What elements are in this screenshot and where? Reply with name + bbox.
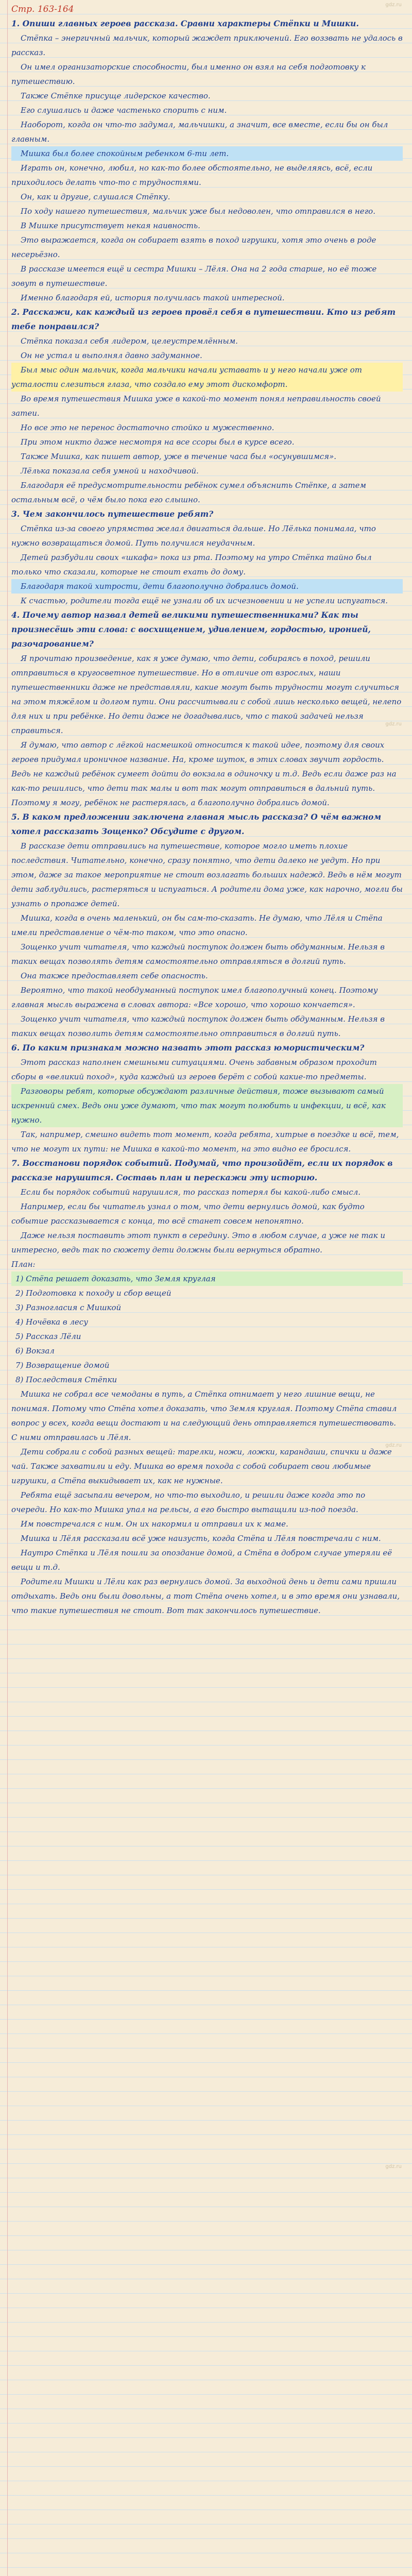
question-5: 5. В каком предложении заключена главная мысль рассказа? О чём важном хотел рассказать Зощенко? Обсудите с другом. [11,812,382,836]
answer-paragraph: Это выражается, когда он собирает взять в поход игрушки, хотя это очень в роде несерьёзно. [11,235,376,259]
answer-paragraph: Именно благодаря ей, история получилась такой интересной. [21,293,285,302]
answer-paragraph: При этом никто даже несмотря на все ссоры был в курсе всего. [21,437,295,447]
answer-paragraph: Стёпка из-за своего упрямства желал двигаться дальше. Но Лёлька понимала, что нужно возвращаться домой. Путь получился неудачным. [11,524,376,548]
answer-7-intro [11,1185,403,1257]
answer-paragraph: Родители Мишки и Лёли как раз вернулись домой. За выходной день и дети сами пришли отдыхать. Ведь они были довольны, а тот Стёпа очень хотел, и в это время они узнавали, что такие путешествия не стоит. Вот так закончилось путешествие. [11,1577,400,1615]
plan-title: План: [11,1260,36,1269]
answer-paragraph: В Мишке присутствует некая наивность. [21,221,200,230]
answer-paragraph: Благодаря её предусмотрительности ребёнок сумел объяснить Стёпке, а затем остальным всё, о чём было пока его слышно. [11,481,366,504]
answer-paragraph: В рассказе дети отправились на путешествие, которое могло иметь плохие последствия. Читательно, конечно, сразу понятно, что дети далеко не уедут. Но при этом, даже за такое мероприятие не стоит возлагать больших надежд. Ведь в нём могут дети заблудились, растеряться и испугаться. А родители дома уже, как нарочно, могли бы узнать о пропаже детей. [11,841,403,908]
question-6: 6. По каким признакам можно назвать этот рассказ юмористическим? [11,1043,365,1053]
answer-paragraph: Но все это не перенос достаточно стойко и мужественно. [21,423,274,432]
page-title: Стр. 163-164 [11,4,74,14]
plan-item: 8) Последствия Стёпки [15,1375,117,1384]
answer-paragraph: Он, как и другие, слушался Стёпку. [21,192,170,201]
answer-paragraph: Он не устал и выполнял давно задуманное. [21,351,202,360]
answer-paragraph: Наоборот, когда он что-то задумал, мальчишки, а значит, все вместе, если бы он был главным. [11,120,388,144]
watermark: gdz.ru [385,2164,402,2170]
answer-5 [11,839,403,1041]
question-2: 2. Расскажи, как каждый из героев провёл себя в путешествии. Кто из ребят тебе понравился? [11,307,396,331]
plan-item: 5) Рассказ Лёли [15,1332,81,1341]
answer-paragraph: Даже нельзя поставить этот пункт в середину. Это в любом случае, а уже не так и интересно, ведь так по сюжету дети должны были вернуться обратно. [11,1231,386,1255]
answer-paragraph: Дети собрали с собой разных вещей: тарелки, ножи, ложки, карандаши, спички и даже чай. Также захватили и еду. Мишка во время похода с собой собирает свои любимые игрушки, а Стёпа выкидывает их, как не нужные. [11,1447,392,1485]
answer-2 [11,334,403,507]
plan-item: 6) Вокзал [15,1346,55,1355]
answer-paragraph: Если бы порядок событий нарушился, то рассказ потерял бы какой-либо смысл. [21,1188,361,1197]
answer-paragraph: По ходу нашего путешествия, мальчик уже был недоволен, что отправился в него. [21,207,375,216]
question-3: 3. Чем закончилось путешествие ребят? [11,509,214,519]
watermark: gdz.ru [385,721,402,727]
watermark: gdz.ru [385,2,402,8]
question-4: 4. Почему автор назвал детей великими путешественниками? Как ты произнесёшь эти слова: с восхищением, удивлением, гордостью, иронией, разочарованием? [11,610,371,649]
answer-6 [11,1055,403,1156]
answer-paragraph: Мишка и Лёля рассказали всё уже наизусть, когда Стёпа и Лёля повстречали с ним. [21,1534,381,1543]
answer-paragraph: В рассказе имеется ещё и сестра Мишки – Лёля. Она на 2 года старше, но её тоже зовут в путешествие. [11,264,377,288]
answer-7-retelling [11,1387,403,1618]
answer-paragraph: Он имел организаторские способности, был именно он взял на себя подготовку к путешествию. [11,62,366,86]
answer-4 [11,651,403,810]
plan-list [11,1272,403,1387]
answer-paragraph: Благодаря такой хитрости, дети благополучно добрались домой. [11,579,403,594]
answer-paragraph: Я прочитаю произведение, как я уже думаю, что дети, собираясь в поход, решили отправиться в кругосветное путешествие. Но в отличие от взрослых, наши путешественники даже не представляли, какие могут быть трудности могут случиться на этом тяжёлом и долгом пути. Они рассчитывали с собой лишь несколько вещей, нелепо для них и при ребёнке. Но дети даже не догадывались, что с такой задачей нельзя справиться. [11,654,402,735]
answer-paragraph: Играть он, конечно, любил, но как-то более обстоятельно, не выделяясь, всё, если приходилось делать что-то с трудностями. [11,163,373,187]
answer-paragraph: Также Мишка, как пишет автор, уже в течение часа был «осунувшимся». [21,452,337,461]
answer-paragraph: Например, если бы читатель узнал о том, что дети вернулись домой, как будто событие рассказывается с конца, то всё станет совсем непонятно. [11,1202,365,1226]
answer-3 [11,521,403,608]
answer-paragraph: К счастью, родители тогда ещё не узнали об их исчезновении и не успели испугаться. [21,596,388,605]
answer-paragraph: Зощенко учит читателя, что каждый поступок должен быть обдуманным. Нельзя в таких вещах позволять детям самостоятельно отправляться в долгий путь. [11,942,385,966]
watermark: gdz.ru [385,1443,402,1448]
answer-paragraph: Этот рассказ наполнен смешными ситуациями. Очень забавным образом проходит сборы в «великий поход», куда каждый из героев берёт с собой какие-то предметы. [11,1058,377,1081]
answer-paragraph: Во время путешествия Мишка уже в какой-то момент понял неправильность своей затеи. [11,394,381,418]
answer-paragraph: Так, например, смешно видеть тот момент, когда ребята, хитрые в поездке и всё, тем, что не могут их пути: не Мишка в какой-то момент, на это видно ее бросился. [11,1130,399,1154]
homework-page [11,0,403,1618]
plan-item: 3) Разногласия с Мишкой [15,1303,122,1312]
answer-paragraph: Мишка был более спокойным ребенком 6-ти лет. [11,146,403,161]
answer-paragraph: Им повстречался с ним. Он их накормил и отправил их к маме. [21,1519,288,1529]
answer-paragraph: Стёпка показал себя лидером, целеустремлённым. [21,336,238,346]
answer-paragraph: Стёпка – энергичный мальчик, который жаждет приключений. Его воззвать не удалось в рассказ. [11,33,403,57]
notebook-margin-line [7,0,8,2576]
answer-paragraph: Вероятно, что такой необдуманный поступок имел благополучный конец. Поэтому главная мысль выражена в словах автора: «Все хорошо, что хорошо кончается». [11,986,378,1009]
answer-paragraph: Его слушались и даже частенько спорить с ним. [21,106,227,115]
plan-item: 7) Возвращение домой [15,1361,110,1370]
answer-paragraph: Детей разбудили своих «шкафа» пока из рта. Поэтому на утро Стёпка тайно был только что сказали, которые не стоит ехать до дому. [11,553,372,577]
answer-paragraph: Она также предоставляет себе опасность. [21,971,208,980]
answer-paragraph: Лёлька показала себя умной и находчивой. [21,466,199,476]
plan-item: 2) Подготовка к походу и сбор вещей [15,1289,171,1298]
answer-paragraph: Разговоры ребят, которые обсуждают различные действия, тоже вызывают самый искренний смех. Ведь они уже думают, что так могут полюбить и инфекции, и всё, как нужно. [11,1084,403,1127]
plan-item: 1) Стёпа решает доказать, что Земля круглая [11,1272,403,1286]
question-1: 1. Опиши главных героев рассказа. Сравни характеры Стёпки и Мишки. [11,19,359,28]
answer-1 [11,31,403,305]
answer-paragraph: Мишка не собрал все чемоданы в путь, а Стёпка отнимает у него лишние вещи, не понимая. Потому что Стёпа хотел доказать, что Земля круглая. Поэтому Стёпа ставил вопрос у всех, когда вещи достают и на следующий день отправляется путешествовать. С ними отправилась и Лёля. [11,1389,397,1442]
question-7: 7. Восстанови порядок событий. Подумай, что произойдёт, если их порядок в рассказе нарушится. Составь план и перескажи эту историю. [11,1158,393,1182]
plan-item: 4) Ночёвка в лесу [15,1317,88,1327]
answer-paragraph: Ребята ещё засыпали вечером, но что-то выходило, и решили даже когда это по очереди. Но как-то Мишка упал на рельсы, а его быстро вытащили из-под поезда. [11,1490,366,1514]
answer-paragraph: Наутро Стёпка и Лёля пошли за опоздание домой, а Стёпа в добром случае утеряли её вещи и т.д. [11,1548,392,1572]
answer-paragraph: Мишка, когда в очень маленький, он бы сам-то-сказать. Не думаю, что Лёля и Стёпа имели представление о чём-то таком, что это опасно. [11,913,383,937]
answer-paragraph: Также Стёпке присуще лидерское качество. [21,91,211,100]
answer-paragraph: Зощенко учит читателя, что каждый поступок должен быть обдуманным. Нельзя в таких вещах позволить детям самостоятельно отправиться в долгий путь. [11,1014,385,1038]
answer-paragraph: Был мыс один мальчик, когда мальчики начали уставать и у него начали уже от усталости слезиться глаза, что создало ему этот дискомфорт. [11,363,403,392]
answer-paragraph: Я думаю, что автор с лёгкой насмешкой относится к такой идее, поэтому для своих героев придумал ироничное название. На, кроме шуток, в этих словах звучит гордость. Ведь не каждый ребёнок сумеет дойти до вокзала в одиночку и т.д. Ведь если даже раз на как-то решились, что дети так малы и вот так могут отправиться в дальний путь. Поэтому я могу, ребёнок не растерялась, а благополучно добрались домой. [11,740,397,807]
